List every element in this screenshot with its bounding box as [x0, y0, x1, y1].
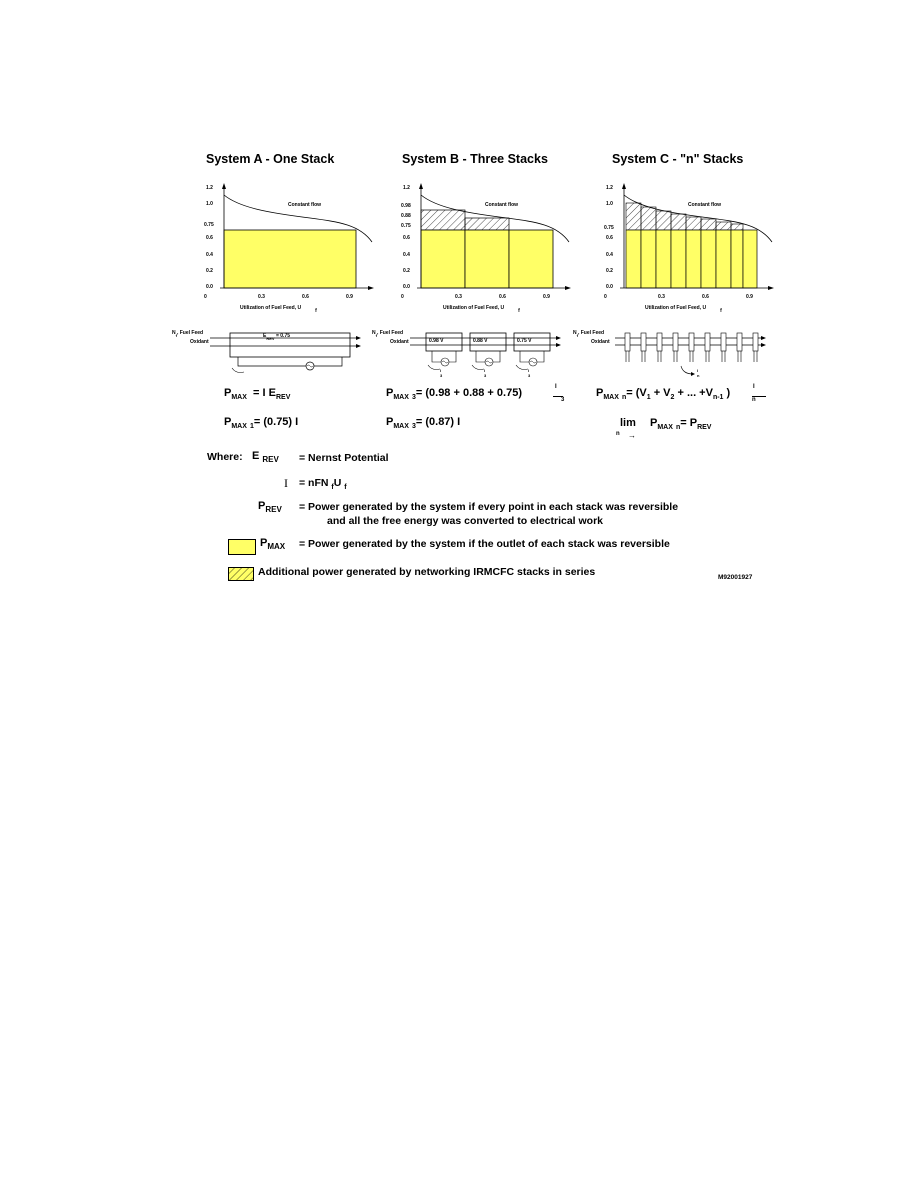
- chart-c-bars: [626, 230, 757, 288]
- chart-a-ytick-2: 0.75: [204, 222, 214, 228]
- chart-a-ytick-0: 1.2: [206, 185, 213, 191]
- schematic-b: [410, 328, 570, 384]
- figure-id: M92001927: [718, 574, 753, 581]
- pmax-definition: = Power generated by the system if the outlet of each stack was reversible: [299, 538, 670, 550]
- schematic-c-oxidant-label: Oxidant: [591, 339, 610, 345]
- chart-c-ytick-5: 0.2: [606, 268, 613, 274]
- stack-c-array: [625, 333, 758, 351]
- system-c-title: System C - "n" Stacks: [612, 152, 744, 166]
- chart-a-xtick-1: 0.3: [258, 294, 265, 300]
- chart-c-xtick-0: 0: [604, 294, 607, 300]
- chart-c-ytick-3: 0.6: [606, 235, 613, 241]
- chart-c-curve-label: Constant flow: [688, 202, 722, 208]
- chart-b-ytick-3: 0.75: [401, 223, 411, 229]
- stack-b2-volts: 0.88 V: [473, 338, 488, 344]
- equation-c1-frac-bot: n: [752, 396, 766, 403]
- stack-b1-current: I: [440, 368, 442, 373]
- stack-b3-current: I: [528, 368, 530, 373]
- chart-b-bar-3: [509, 230, 553, 288]
- schematic-a-oxidant-label: Oxidant: [190, 339, 209, 345]
- chart-b-hatch-2: [465, 218, 509, 230]
- legend-pmax-swatch: [228, 539, 256, 555]
- equation-c1-frac-top: I: [753, 384, 755, 390]
- equation-c1: $P_{MAX}$ $_n= (V_1 + V_2$ + ... $+V_{n-1}$ ): [596, 387, 731, 401]
- current-symbol: I: [284, 476, 288, 490]
- chart-b-xtick-3: 0.9: [543, 294, 550, 300]
- equation-b1-frac-bot: 3: [553, 396, 563, 403]
- chart-c-xlabel: Utilization of Fuel Feed, U f: [645, 305, 722, 314]
- prev-symbol: $P_{REV}$: [258, 500, 282, 514]
- chart-a-ytick-5: 0.2: [206, 268, 213, 274]
- system-a-title: System A - One Stack: [206, 152, 335, 166]
- stack-b3-current-den: 3: [528, 373, 531, 378]
- chart-b-xtick-1: 0.3: [455, 294, 462, 300]
- equation-b1: $P_{MAX}$ $_3$= (0.98 + 0.88 + 0.75): [386, 387, 522, 401]
- arrow-right-icon: →: [628, 431, 636, 440]
- erev-definition: = Nernst Potential: [299, 452, 389, 464]
- chart-b: [397, 180, 557, 300]
- chart-b-xlabel: Utilization of Fuel Feed, U f: [443, 305, 520, 314]
- stack-c-current-den: n: [697, 373, 700, 378]
- chart-a-ytick-3: 0.6: [206, 235, 213, 241]
- chart-a-ytick-1: 1.0: [206, 201, 213, 207]
- pmax-symbol: $P_{MAX}$: [260, 537, 286, 551]
- chart-a-xlabel: Utilization of Fuel Feed, U f: [240, 305, 317, 314]
- stack-b3-volts: 0.75 V: [517, 338, 532, 344]
- schematic-b-fuel-label: $N_f$, Fuel Feed: [372, 330, 404, 338]
- chart-b-ytick-7: 0.0: [403, 284, 410, 290]
- chart-b-ytick-0: 1.2: [403, 185, 410, 191]
- system-b-title: System B - Three Stacks: [402, 152, 548, 166]
- chart-a-ytick-6: 0.0: [206, 284, 213, 290]
- equation-b2: $P_{MAX}$ $_3$= (0.87) I: [386, 416, 461, 430]
- chart-a-xtick-0: 0: [204, 294, 207, 300]
- chart-a-ytick-4: 0.4: [206, 252, 213, 258]
- schematic-c: [615, 328, 775, 384]
- schematic-a-fuel-label: $N_f$, Fuel Feed: [172, 330, 204, 338]
- chart-c: [600, 180, 760, 300]
- chart-b-ytick-4: 0.6: [403, 235, 410, 241]
- stack-b2-current-den: 3: [484, 373, 487, 378]
- chart-b-xtick-2: 0.6: [499, 294, 506, 300]
- stack-b1-current-den: 3: [440, 373, 443, 378]
- chart-a: [200, 180, 360, 300]
- chart-a-xtick-3: 0.9: [346, 294, 353, 300]
- where-label: Where:: [207, 451, 243, 463]
- chart-a-max-bar: [224, 230, 356, 288]
- equation-a2: $P_{MAX}$ $_1$= (0.75) I: [224, 416, 299, 430]
- legend-hatch-swatch: [228, 567, 254, 581]
- chart-b-ytick-2: 0.88: [401, 213, 411, 219]
- schematic-b-oxidant-label: Oxidant: [390, 339, 409, 345]
- chart-c-ytick-2: 0.75: [604, 225, 614, 231]
- stack-b1-volts: 0.98 V: [429, 338, 444, 344]
- equation-b1-frac-top: I: [555, 384, 557, 390]
- chart-a-xtick-2: 0.6: [302, 294, 309, 300]
- chart-b-bar-1: [421, 230, 465, 288]
- schematic-c-fuel-label: $N_f$, Fuel Feed: [573, 330, 605, 338]
- equation-c2-lim-sub: n: [616, 431, 620, 437]
- equation-c2: $P_{MAX}$ $_n= P_{REV}$: [650, 417, 712, 431]
- hatch-definition: Additional power generated by networking IRMCFC stacks in series: [258, 566, 596, 578]
- chart-b-bar-2: [465, 230, 509, 288]
- chart-b-ytick-5: 0.4: [403, 252, 410, 258]
- chart-b-curve-label: Constant flow: [485, 202, 519, 208]
- chart-c-xtick-1: 0.3: [658, 294, 665, 300]
- chart-c-ytick-0: 1.2: [606, 185, 613, 191]
- chart-c-hatch-group: [626, 203, 743, 230]
- erev-symbol: E $_{REV}$: [252, 450, 279, 464]
- chart-b-hatch-1: [421, 210, 465, 230]
- equation-c2-lim: lim: [620, 417, 636, 429]
- chart-c-ytick-1: 1.0: [606, 201, 613, 207]
- stack-b2-current: I: [484, 368, 486, 373]
- chart-b-xtick-0: 0: [401, 294, 404, 300]
- equation-a1: $P_{MAX} = I$ $E_{REV}$: [224, 387, 291, 401]
- stack-c-current: I: [697, 368, 699, 373]
- prev-definition-line2: and all the free energy was converted to electrical work: [327, 515, 604, 527]
- current-definition: = nFN $_f$U $_f$: [299, 477, 347, 491]
- chart-b-ytick-1: 0.98: [401, 203, 411, 209]
- chart-a-curve-label: Constant flow: [288, 202, 322, 208]
- chart-c-ytick-4: 0.4: [606, 252, 613, 258]
- chart-b-ytick-6: 0.2: [403, 268, 410, 274]
- chart-c-xtick-3: 0.9: [746, 294, 753, 300]
- stack-a-erev-label: $E_{REV} = 0.75$: [263, 333, 291, 341]
- prev-definition-line1: = Power generated by the system if every point in each stack was reversible: [299, 501, 679, 513]
- chart-c-xtick-2: 0.6: [702, 294, 709, 300]
- chart-c-ytick-6: 0.0: [606, 284, 613, 290]
